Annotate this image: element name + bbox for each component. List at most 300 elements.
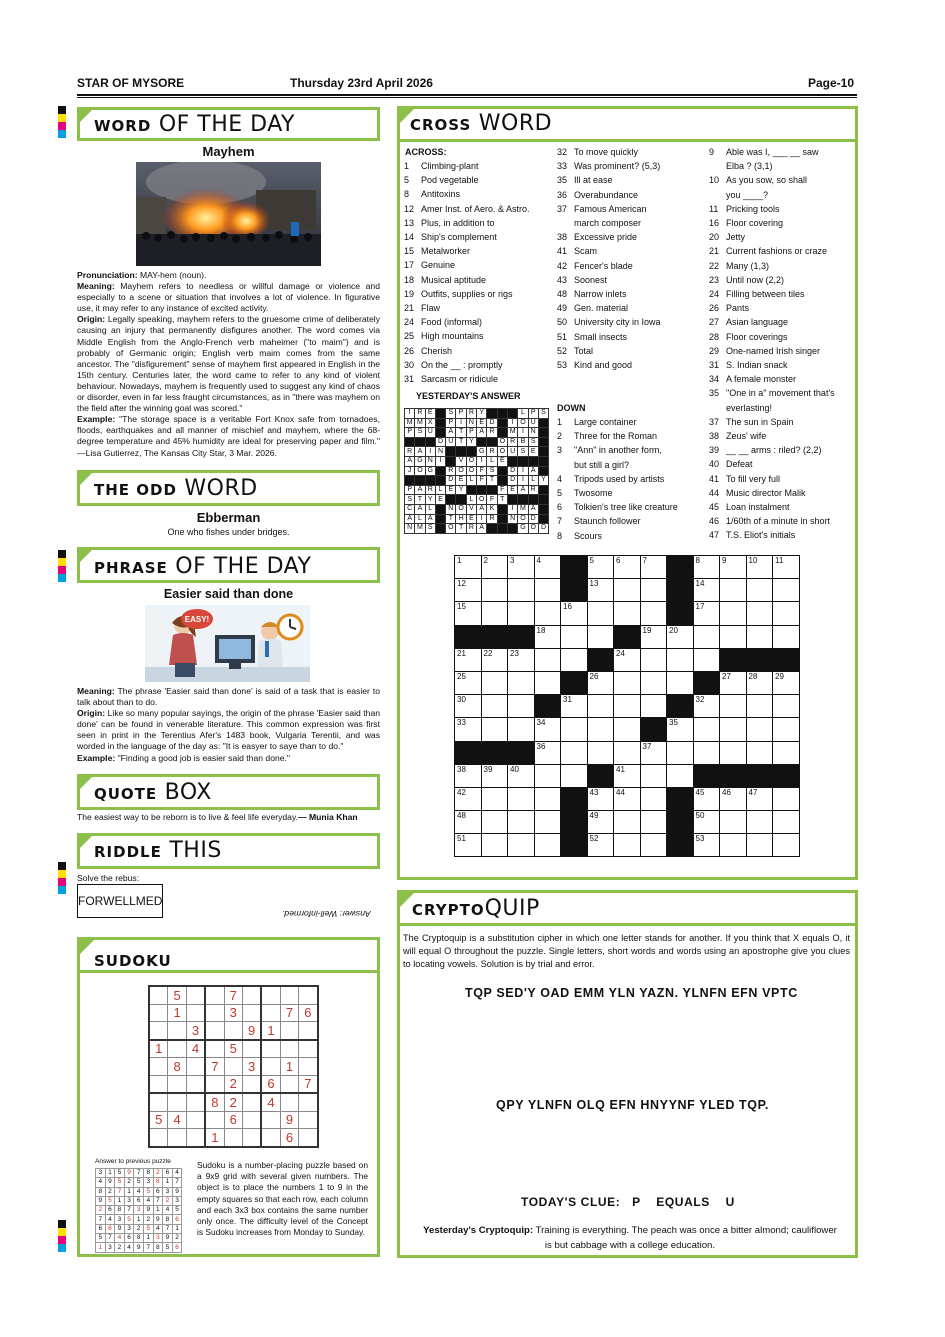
- crossword-cell[interactable]: 29: [773, 671, 800, 694]
- crossword-black-square: [720, 764, 747, 787]
- sudoku-cell[interactable]: [280, 986, 298, 1004]
- sudoku-cell[interactable]: [205, 1075, 224, 1093]
- sudoku-answer-cell: 9: [124, 1169, 134, 1178]
- clue-item: [709, 259, 835, 273]
- sudoku-cell[interactable]: [186, 986, 205, 1004]
- sudoku-cell[interactable]: [168, 1129, 186, 1147]
- clue-number: 24: [709, 289, 720, 300]
- sudoku-cell[interactable]: [261, 1129, 280, 1147]
- clue-item: [557, 358, 661, 372]
- sudoku-cell[interactable]: 6: [224, 1111, 242, 1129]
- crossword-cell[interactable]: [640, 648, 667, 671]
- sudoku-cell[interactable]: 2: [224, 1093, 242, 1111]
- crossword-cell[interactable]: [614, 602, 641, 625]
- sudoku-cell[interactable]: [149, 1058, 168, 1076]
- sudoku-cell[interactable]: 4: [261, 1093, 280, 1111]
- crossword-cell[interactable]: 24: [614, 648, 641, 671]
- sudoku-cell[interactable]: [280, 1093, 298, 1111]
- crossword-cell[interactable]: 33: [455, 718, 482, 741]
- clue-text: but still a girl?: [574, 459, 630, 470]
- crossword-cell[interactable]: 19: [640, 625, 667, 648]
- crossword-cell[interactable]: [614, 579, 641, 602]
- sudoku-cell[interactable]: [224, 1058, 242, 1076]
- crossword-cell[interactable]: 44: [614, 787, 641, 810]
- sudoku-cell[interactable]: 8: [205, 1093, 224, 1111]
- sudoku-cell[interactable]: [242, 1129, 261, 1147]
- sudoku-cell[interactable]: 6: [280, 1129, 298, 1147]
- crossword-cell[interactable]: [534, 602, 561, 625]
- yesterday-cell: E: [435, 495, 445, 505]
- crossword-cell[interactable]: 46: [720, 787, 747, 810]
- crossword-cell[interactable]: [587, 625, 614, 648]
- crossword-cell[interactable]: [640, 834, 667, 857]
- sudoku-cell[interactable]: [261, 1004, 280, 1022]
- crossword-cell[interactable]: [667, 741, 694, 764]
- sudoku-cell[interactable]: [299, 1093, 318, 1111]
- crossword-cell[interactable]: 8: [693, 556, 720, 579]
- yesterday-cell: N: [446, 504, 456, 514]
- sudoku-cell[interactable]: [299, 1058, 318, 1076]
- crossword-cell[interactable]: 43: [587, 787, 614, 810]
- crossword-cell[interactable]: 50: [693, 811, 720, 834]
- crossword-cell[interactable]: [508, 718, 535, 741]
- crossword-cell[interactable]: [614, 811, 641, 834]
- crossword-cell[interactable]: 49: [587, 811, 614, 834]
- yesterday-cell: P: [528, 409, 538, 419]
- sudoku-cell[interactable]: [205, 1111, 224, 1129]
- crossword-cell[interactable]: [640, 602, 667, 625]
- crossword-cell[interactable]: [481, 671, 508, 694]
- crossword-cell[interactable]: [773, 741, 800, 764]
- sudoku-cell[interactable]: [299, 1111, 318, 1129]
- crossword-cell[interactable]: 30: [455, 695, 482, 718]
- crossword-cell[interactable]: 48: [455, 811, 482, 834]
- crossword-cell[interactable]: 17: [693, 602, 720, 625]
- crossword-cell[interactable]: [534, 811, 561, 834]
- crossword-cell[interactable]: 16: [561, 602, 588, 625]
- yesterday-cell: E: [477, 418, 487, 428]
- sudoku-cell[interactable]: [186, 1004, 205, 1022]
- sudoku-cell[interactable]: 9: [242, 1022, 261, 1040]
- crossword-cell[interactable]: 42: [455, 787, 482, 810]
- clue-number: 27: [709, 317, 720, 328]
- sudoku-cell[interactable]: [261, 1111, 280, 1129]
- crossword-cell[interactable]: [481, 695, 508, 718]
- sudoku-cell[interactable]: 7: [224, 986, 242, 1004]
- crossword-cell[interactable]: [693, 625, 720, 648]
- sudoku-cell[interactable]: [168, 1022, 186, 1040]
- crossword-cell[interactable]: [561, 718, 588, 741]
- crossword-cell[interactable]: [481, 811, 508, 834]
- yesterday-cell: A: [425, 514, 435, 524]
- crossword-cell[interactable]: [614, 741, 641, 764]
- sudoku-cell[interactable]: [261, 1058, 280, 1076]
- crossword-cell[interactable]: 22: [481, 648, 508, 671]
- yesterday-cell: R: [487, 428, 497, 438]
- clue-text: Outfits, supplies or rigs: [421, 288, 513, 299]
- sudoku-answer-cell: 5: [172, 1206, 182, 1215]
- clue-number: 24: [404, 317, 415, 328]
- crossword-cell[interactable]: 18: [534, 625, 561, 648]
- crossword-cell[interactable]: 35: [667, 718, 694, 741]
- sudoku-answer-cell: 7: [143, 1243, 153, 1252]
- crossword-cell[interactable]: [481, 718, 508, 741]
- crossword-cell[interactable]: 15: [455, 602, 482, 625]
- clue-text: Elba ? (3,1): [726, 161, 773, 172]
- yesterday-cell: S: [415, 428, 425, 438]
- crossword-cell[interactable]: [508, 811, 535, 834]
- crossword-cell[interactable]: 39: [481, 764, 508, 787]
- crossword-cell[interactable]: [746, 718, 773, 741]
- crossword-cell[interactable]: 53: [693, 834, 720, 857]
- crossword-cell[interactable]: [746, 625, 773, 648]
- crossword-cell[interactable]: [746, 579, 773, 602]
- crossword-cell[interactable]: [773, 787, 800, 810]
- crossword-cell[interactable]: [534, 834, 561, 857]
- sudoku-answer-cell: 6: [124, 1234, 134, 1243]
- crossword-cell[interactable]: 52: [587, 834, 614, 857]
- sudoku-cell[interactable]: 5: [168, 986, 186, 1004]
- crossword-cell[interactable]: [508, 602, 535, 625]
- sudoku-cell[interactable]: [186, 1058, 205, 1076]
- clue-item: [404, 258, 530, 272]
- clue-number: 29: [709, 345, 720, 356]
- clue-text: Large container: [574, 417, 637, 427]
- crossword-cell[interactable]: [640, 787, 667, 810]
- crossword-cell[interactable]: 9: [720, 556, 747, 579]
- crossword-cell[interactable]: 11: [773, 556, 800, 579]
- sudoku-cell[interactable]: [280, 1022, 298, 1040]
- yesterday-cell: L: [466, 495, 476, 505]
- crossword-cell[interactable]: 21: [455, 648, 482, 671]
- clue-number: 42: [557, 260, 568, 271]
- sudoku-cell[interactable]: [149, 1129, 168, 1147]
- crossword-cell[interactable]: 26: [587, 671, 614, 694]
- yesterday-cell: T: [415, 495, 425, 505]
- sudoku-answer-cell: 7: [115, 1187, 125, 1196]
- sudoku-cell[interactable]: [205, 986, 224, 1004]
- crossword-cell[interactable]: [773, 811, 800, 834]
- yesterday-cell: O: [518, 514, 528, 524]
- sudoku-cell[interactable]: [149, 1075, 168, 1093]
- sudoku-cell[interactable]: 6: [299, 1004, 318, 1022]
- yesterday-cell: [538, 514, 548, 524]
- crossword-cell[interactable]: [534, 764, 561, 787]
- crossword-cell[interactable]: 23: [508, 648, 535, 671]
- crossword-cell[interactable]: [773, 625, 800, 648]
- sudoku-cell[interactable]: [261, 1040, 280, 1058]
- yesterday-cell: O: [456, 504, 466, 514]
- sudoku-cell[interactable]: 1: [261, 1022, 280, 1040]
- clue-item: [709, 358, 835, 372]
- clue-number: 4: [557, 473, 563, 484]
- crossword-cell[interactable]: [746, 811, 773, 834]
- yesterday-cell: S: [528, 437, 538, 447]
- sudoku-cell[interactable]: [149, 1004, 168, 1022]
- crossword-cell[interactable]: 4: [534, 556, 561, 579]
- crossword-cell[interactable]: [561, 625, 588, 648]
- yesterday-answer-grid: [404, 408, 549, 534]
- crossword-cell[interactable]: [587, 718, 614, 741]
- sudoku-cell[interactable]: [299, 1040, 318, 1058]
- crossword-cell[interactable]: 31: [561, 695, 588, 718]
- sudoku-cell[interactable]: 1: [280, 1058, 298, 1076]
- sudoku-cell[interactable]: 6: [261, 1075, 280, 1093]
- office-cartoon: [145, 605, 310, 682]
- crossword-cell[interactable]: [693, 741, 720, 764]
- crossword-cell[interactable]: 27: [720, 671, 747, 694]
- yesterday-cell: [497, 524, 507, 534]
- yesterday-cell: S: [538, 409, 548, 419]
- sudoku-cell[interactable]: [149, 1093, 168, 1111]
- sudoku-cell[interactable]: [242, 1093, 261, 1111]
- crossword-cell[interactable]: [746, 741, 773, 764]
- crossword-cell[interactable]: [561, 764, 588, 787]
- sudoku-cell[interactable]: [205, 1022, 224, 1040]
- phrase-body: Meaning: The phrase 'Easier said than done' is said of a task that is easier to talk about than to do. Origin: Like so many popular sayings, the origin of the phrase 'Easier said than done' can be found in venerable literature. This common expression was first seen in print in the Terentius Afer's 1483 book, Vulgaria Terentii, and was worded in the language of the day as: "It is easyer to saye than to do." Example: "Finding a good job is easier said than done.": [77, 686, 380, 763]
- crossword-cell[interactable]: [508, 671, 535, 694]
- crossword-cell[interactable]: [640, 695, 667, 718]
- clue-item: [709, 315, 835, 329]
- crossword-cell[interactable]: 36: [534, 741, 561, 764]
- crossword-cell[interactable]: [587, 741, 614, 764]
- yesterday-cell: [487, 409, 497, 419]
- crossword-cell[interactable]: 7: [640, 556, 667, 579]
- clue-text: Tolkien's tree like creature: [574, 502, 678, 513]
- yesterday-cell: [497, 476, 507, 486]
- down-label: DOWN: [557, 403, 586, 413]
- crossword-cell[interactable]: [481, 602, 508, 625]
- sudoku-answer-cell: 6: [172, 1215, 182, 1224]
- yesterday-cell: N: [507, 514, 517, 524]
- crossword-cell[interactable]: [746, 695, 773, 718]
- sudoku-cell[interactable]: [186, 1111, 205, 1129]
- crossword-cell[interactable]: 41: [614, 764, 641, 787]
- crossword-black-square: [667, 834, 694, 857]
- clue-text: Three for the Roman: [574, 431, 658, 442]
- crossword-cell[interactable]: [614, 718, 641, 741]
- yesterday-cell: O: [528, 524, 538, 534]
- sudoku-cell[interactable]: [242, 1111, 261, 1129]
- sudoku-cell[interactable]: [242, 1075, 261, 1093]
- crossword-cell[interactable]: [561, 648, 588, 671]
- sudoku-cell[interactable]: 3: [242, 1058, 261, 1076]
- clue-item: [709, 159, 835, 173]
- crossword-cell[interactable]: [640, 764, 667, 787]
- sudoku-cell[interactable]: [242, 1004, 261, 1022]
- crossword-cell[interactable]: [508, 834, 535, 857]
- crossword-cell[interactable]: [587, 695, 614, 718]
- clue-item: [557, 344, 661, 358]
- sudoku-cell[interactable]: 3: [186, 1022, 205, 1040]
- crossword-cell[interactable]: [720, 834, 747, 857]
- crossword-cell[interactable]: 10: [746, 556, 773, 579]
- crossword-cell[interactable]: [720, 811, 747, 834]
- crossword-cell[interactable]: [534, 648, 561, 671]
- yesterday-cell: S: [487, 466, 497, 476]
- crossword-cell[interactable]: [534, 579, 561, 602]
- yesterday-cell: U: [425, 428, 435, 438]
- crossword-cell[interactable]: [773, 718, 800, 741]
- crossword-cell[interactable]: 12: [455, 579, 482, 602]
- sudoku-cell[interactable]: 5: [224, 1040, 242, 1058]
- crossword-cell[interactable]: [640, 671, 667, 694]
- sudoku-cell[interactable]: [168, 1040, 186, 1058]
- crossword-cell[interactable]: [720, 579, 747, 602]
- sudoku-cell[interactable]: [242, 986, 261, 1004]
- crossword-cell[interactable]: [508, 579, 535, 602]
- yesterday-cell: M: [415, 418, 425, 428]
- sudoku-cell[interactable]: 7: [280, 1004, 298, 1022]
- sudoku-cell[interactable]: [149, 1022, 168, 1040]
- yesterday-cell: B: [518, 437, 528, 447]
- crossword-cell[interactable]: [720, 695, 747, 718]
- crossword-cell[interactable]: [720, 602, 747, 625]
- sudoku-cell[interactable]: [186, 1129, 205, 1147]
- yesterday-cell: L: [425, 504, 435, 514]
- crossword-cell[interactable]: [640, 811, 667, 834]
- yesterday-cell: [538, 495, 548, 505]
- crossword-cell[interactable]: 14: [693, 579, 720, 602]
- crossword-cell[interactable]: 5: [587, 556, 614, 579]
- crossword-cell[interactable]: 40: [508, 764, 535, 787]
- crossword-cell[interactable]: 13: [587, 579, 614, 602]
- sudoku-cell[interactable]: 1: [168, 1004, 186, 1022]
- crossword-cell[interactable]: 3: [508, 556, 535, 579]
- sudoku-answer-cell: 9: [153, 1215, 163, 1224]
- yesterday-cell: P: [446, 418, 456, 428]
- crossword-cell[interactable]: [614, 695, 641, 718]
- crossword-cell[interactable]: 32: [693, 695, 720, 718]
- crossword-cell[interactable]: 51: [455, 834, 482, 857]
- crossword-cell[interactable]: 34: [534, 718, 561, 741]
- clue-item: [709, 330, 835, 344]
- sudoku-title: SUDOKU: [94, 952, 172, 970]
- sudoku-cell[interactable]: 8: [168, 1058, 186, 1076]
- sudoku-cell[interactable]: [186, 1093, 205, 1111]
- crossword-cell[interactable]: [534, 671, 561, 694]
- clue-text: One-named Irish singer: [726, 345, 821, 356]
- sudoku-cell[interactable]: [242, 1040, 261, 1058]
- clue-text: march composer: [574, 218, 642, 229]
- crossword-cell[interactable]: 6: [614, 556, 641, 579]
- crossword-cell[interactable]: [614, 834, 641, 857]
- crossword-cell[interactable]: [481, 787, 508, 810]
- sudoku-answer-cell: 8: [143, 1169, 153, 1178]
- crossword-cell[interactable]: [640, 579, 667, 602]
- sudoku-cell[interactable]: 4: [186, 1040, 205, 1058]
- crossword-cell[interactable]: [746, 602, 773, 625]
- crossword-cell[interactable]: 28: [746, 671, 773, 694]
- sudoku-cell[interactable]: [299, 986, 318, 1004]
- crossword-cell[interactable]: [773, 602, 800, 625]
- crossword-cell[interactable]: 47: [746, 787, 773, 810]
- sudoku-cell[interactable]: 2: [224, 1075, 242, 1093]
- yesterday-cell: [538, 437, 548, 447]
- crossword-cell[interactable]: [667, 764, 694, 787]
- clue-number: 35: [557, 175, 568, 186]
- yesterday-cell: L: [528, 476, 538, 486]
- crossword-cell[interactable]: 37: [640, 741, 667, 764]
- crossword-cell[interactable]: [720, 625, 747, 648]
- sudoku-cell[interactable]: [299, 1022, 318, 1040]
- yesterday-cell: O: [415, 466, 425, 476]
- sudoku-answer-cell: 5: [96, 1234, 106, 1243]
- crossword-cell[interactable]: [667, 648, 694, 671]
- word-of-day-word: Mayhem: [202, 144, 255, 159]
- crossword-cell[interactable]: [667, 671, 694, 694]
- clue-number: 13: [404, 217, 415, 228]
- sudoku-answer-cell: 3: [153, 1234, 163, 1243]
- clue-item: [404, 287, 530, 301]
- sudoku-cell[interactable]: [168, 1093, 186, 1111]
- crossword-cell[interactable]: [773, 834, 800, 857]
- sudoku-answer-cell: 9: [96, 1196, 106, 1205]
- sudoku-cell[interactable]: [205, 1004, 224, 1022]
- crossword-cell[interactable]: 1: [455, 556, 482, 579]
- sudoku-cell[interactable]: 3: [224, 1004, 242, 1022]
- crossword-cell[interactable]: [773, 579, 800, 602]
- crossword-cell[interactable]: [561, 741, 588, 764]
- sudoku-cell[interactable]: [224, 1129, 242, 1147]
- crossword-cell[interactable]: 2: [481, 556, 508, 579]
- yesterday-cell: N: [425, 456, 435, 466]
- crossword-cell[interactable]: [481, 579, 508, 602]
- crossword-cell[interactable]: 38: [455, 764, 482, 787]
- crossword-cell[interactable]: 20: [667, 625, 694, 648]
- sudoku-answer-cell: 1: [134, 1215, 144, 1224]
- sudoku-cell[interactable]: [205, 1040, 224, 1058]
- sudoku-cell[interactable]: [168, 1075, 186, 1093]
- crossword-cell[interactable]: 45: [693, 787, 720, 810]
- crossword-cell[interactable]: [481, 834, 508, 857]
- sudoku-cell[interactable]: [280, 1075, 298, 1093]
- yesterday-cell: G: [415, 456, 425, 466]
- sudoku-cell[interactable]: [149, 986, 168, 1004]
- sudoku-cell[interactable]: 9: [280, 1111, 298, 1129]
- sudoku-cell[interactable]: [299, 1129, 318, 1147]
- sudoku-answer-cell: 9: [163, 1234, 173, 1243]
- crossword-cell[interactable]: [534, 787, 561, 810]
- crossword-cell[interactable]: [720, 741, 747, 764]
- clue-item: [404, 173, 530, 187]
- sudoku-cell[interactable]: 7: [299, 1075, 318, 1093]
- sudoku-cell[interactable]: [280, 1040, 298, 1058]
- sudoku-cell[interactable]: [261, 986, 280, 1004]
- sudoku-cell[interactable]: 7: [205, 1058, 224, 1076]
- crossword-cell[interactable]: [746, 834, 773, 857]
- sudoku-cell[interactable]: 1: [205, 1129, 224, 1147]
- crossword-cell[interactable]: [508, 695, 535, 718]
- clue-item: [709, 486, 835, 500]
- crossword-cell[interactable]: [614, 671, 641, 694]
- crossword-cell[interactable]: [693, 718, 720, 741]
- sudoku-cell[interactable]: 1: [149, 1040, 168, 1058]
- crossword-cell[interactable]: [693, 648, 720, 671]
- clue-item: [709, 500, 835, 514]
- sudoku-cell[interactable]: 4: [168, 1111, 186, 1129]
- sudoku-cell[interactable]: [224, 1022, 242, 1040]
- sudoku-cell[interactable]: [186, 1075, 205, 1093]
- crossword-cell[interactable]: [587, 602, 614, 625]
- clue-item: [709, 273, 835, 287]
- crossword-cell[interactable]: 25: [455, 671, 482, 694]
- crossword-cell[interactable]: [508, 787, 535, 810]
- clue-text: Narrow inlets: [574, 289, 627, 300]
- crossword-cell[interactable]: [720, 718, 747, 741]
- sudoku-cell[interactable]: 5: [149, 1111, 168, 1129]
- crossword-cell[interactable]: [773, 695, 800, 718]
